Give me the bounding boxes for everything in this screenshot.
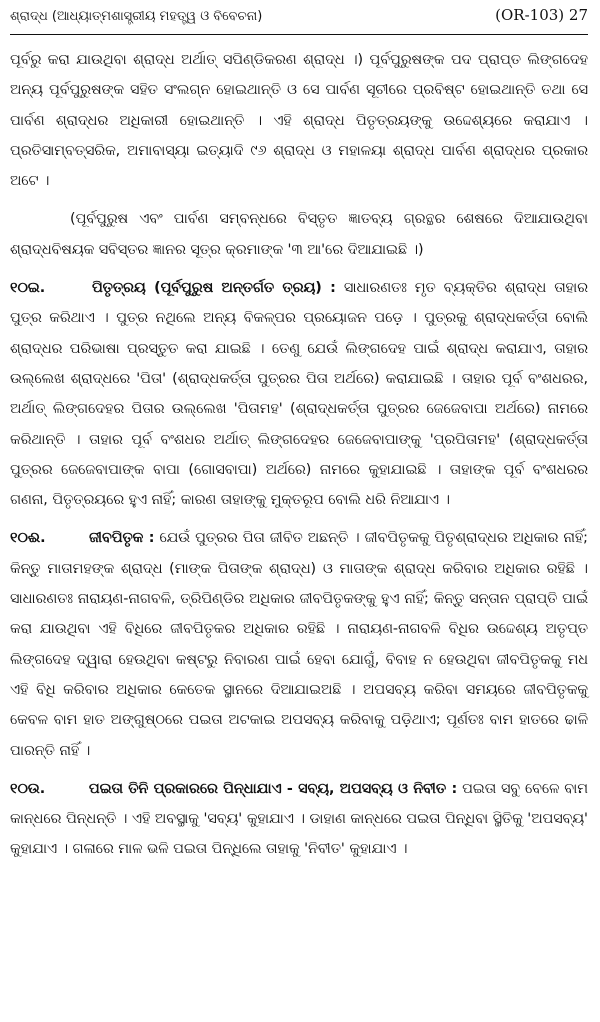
paragraph-1: ପୂର୍ବରୁ କରା ଯାଉଥିବା ଶ୍ରାଦ୍ଧ ଅର୍ଥାତ୍ ସପିଣ୍ଡିକରଣ ଶ୍ରାଦ୍ଧ ।) ପୂର୍ବପୁରୁଷଙ୍କ ପଦ ପ୍ରାପ୍ତ ଲିଙ୍ଗଦେହ ଅନ୍ୟ ପୂର୍ବପୁରୁଷଙ୍କ ସହିତ ସଂଲଗ୍ନ ହୋଇଥାନ୍ତି ଓ ସେ ପାର୍ବଣ ସୂଚୀରେ ପ୍ରବିଷ୍ଟ ହୋଇଥାନ୍ତି ତଥା ସେ ପାର୍ବଣ ଶ୍ରାଦ୍ଧର ଅଧିକାରୀ ହୋଇଥାନ୍ତି । ଏହି ଶ୍ରାଦ୍ଧ ପିତୃତ୍ରୟଙ୍କୁ ଉଦ୍ଦେଶ୍ୟରେ କରାଯାଏ । ପ୍ରତିସାମ୍ବତ୍ସରିକ, ଅମାବାସ୍ୟା ଇତ୍ୟାଦି ୯୬ ଶ୍ରାଦ୍ଧ ଓ ମହାଳୟା ଶ୍ରାଦ୍ଧ ପାର୍ବଣ ଶ୍ରାଦ୍ଧର ପ୍ରକାର ଅଟେ । <box>10 52 588 190</box>
page-code: (OR-103) 27 <box>495 6 588 24</box>
section-10u-heading: ପଇତା ତିନି ପ୍ରକାରରେ ପିନ୍ଧାଯାଏ - ସବ୍ୟ, ଅପସବ୍ୟ ଓ ନିବୀତ : <box>88 780 458 797</box>
section-10u-number: ୧୦ଉ. <box>10 780 46 797</box>
section-10i-text: ସାଧାରଣତଃ ମୃତ ବ୍ୟକ୍ତିର ଶ୍ରାଦ୍ଧ ତାହାର ପୁତ୍ର କରିଥାଏ । ପୁତ୍ର ନଥିଲେ ଅନ୍ୟ ବିକଳ୍ପର ପ୍ରୟୋଜନ ପଡ଼େ । ପୁତ୍ରକୁ ଶ୍ରାଦ୍ଧକର୍ତ୍ତା ବୋଲି ଶ୍ରାଦ୍ଧର ପରିଭାଷା ପ୍ରସ୍ତୁତ କରା ଯାଇଛି । ତେଣୁ ଯେଉଁ ଲିଙ୍ଗଦେହ ପାଇଁ ଶ୍ରାଦ୍ଧ କରାଯାଏ, ତାହାର ଉଲ୍ଲେଖ ଶ୍ରାଦ୍ଧରେ 'ପିତା' (ଶ୍ରାଦ୍ଧକର୍ତ୍ତା ପୁତ୍ରର ପିତା ଅର୍ଥରେ) କରାଯାଇଛି । ତାହାର ପୂର୍ବ ବଂଶଧରର, ଅର୍ଥାତ୍ ଲିଙ୍ଗଦେହର ପିତାର ଉଲ୍ଲେଖ 'ପିତାମହ' (ଶ୍ରାଦ୍ଧକର୍ତ୍ତା ପୁତ୍ରର ଜେଜେବାପା ଅର୍ଥରେ) ନାମରେ କରିଥାନ୍ତି । ତାହାର ପୂର୍ବ ବଂଶଧର ଅର୍ଥାତ୍ ଲିଙ୍ଗଦେହର ଜେଜେବାପାଙ୍କୁ 'ପ୍ରପିତାମହ' (ଶ୍ରାଦ୍ଧକର୍ତ୍ତା ପୁତ୍ରର ଜେଜେବାପାଙ୍କ ବାପା (ଗୋସବାପା) ଅର୍ଥରେ) ନାମରେ କୁହାଯାଇଛି । ତାହାଙ୍କ ପୂର୍ବ ବଂଶଧରର ଗଣନା, ପିତୃତ୍ରୟରେ ହୁଏ ନାହିଁ; କାରଣ ତାହାଙ୍କୁ ମୁକ୍ତରୂପ ବୋଲି ଧରି ନିଆଯାଏ । <box>10 280 588 509</box>
section-10ii-heading: ଜୀବପିତୃକ : <box>89 530 155 547</box>
running-title: ଶ୍ରାଦ୍ଧ (ଆଧ୍ୟାତ୍ମଶାସ୍ତ୍ରୀୟ ମହତ୍ତ୍ୱ ଓ ବିବେଚନା) <box>10 9 263 24</box>
running-header <box>10 6 588 34</box>
section-10i-number: ୧୦ଇ. <box>10 280 46 297</box>
section-10ii-number: ୧୦ଈ. <box>10 530 46 547</box>
section-10i-heading: ପିତୃତ୍ରୟ (ପୂର୍ବପୁରୁଷ ଅନ୍ତର୍ଗତ ତ୍ରୟ) : <box>91 280 336 297</box>
section-10u-text: ପଇତା ସବୁ ବେଳେ ବାମ କାନ୍ଧରେ ପିନ୍ଧନ୍ତି । ଏହି ଅବସ୍ଥାକୁ 'ସବ୍ୟ' କୁହାଯାଏ । ଡାହାଣ କାନ୍ଧରେ ପଇତା ପିନ୍ଧିବା ସ୍ଥିତିକୁ 'ଅପସବ୍ୟ' କୁହାଯାଏ । ଗଳାରେ ମାଳ ଭଳି ପଇତା ପିନ୍ଧିଲେ ତାହାକୁ 'ନିବୀତ' କୁହାଯାଏ । <box>10 780 588 858</box>
section-10ii <box>10 523 588 765</box>
header-rule <box>10 34 588 35</box>
section-10i <box>10 273 588 515</box>
paragraph-note: (ପୂର୍ବପୁରୁଷ ଏବଂ ପାର୍ବଣ ସମ୍ବନ୍ଧରେ ବିସ୍ତୃତ ଜ୍ଞାତବ୍ୟ ଗ୍ରନ୍ଥର ଶେଷରେ ଦିଆଯାଉଥିବା ଶ୍ରାଦ୍ଧବିଷୟକ ସବିସ୍ତର ଜ୍ଞାନର ସୂତ୍ର କ୍ରମାଙ୍କ '୩ ଆ'ରେ ଦିଆଯାଇଛି ।) <box>10 211 588 258</box>
section-10ii-text: ଯେଉଁ ପୁତ୍ରର ପିତା ଜୀବିତ ଅଛନ୍ତି । ଜୀବପିତୃକକୁ ପିତୃଶ୍ରାଦ୍ଧର ଅଧିକାର ନାହିଁ; କିନ୍ତୁ ମାତାମହଙ୍କ ଶ୍ରାଦ୍ଧ (ମାଙ୍କ ପିତାଙ୍କ ଶ୍ରାଦ୍ଧ) ଓ ମାତାଙ୍କ ଶ୍ରାଦ୍ଧ କରିବାର ଅଧିକାର ରହିଛି । ସାଧାରଣତଃ ନାରାୟଣ-ନାଗବଳି, ତ୍ରିପିଣ୍ଡିର ଅଧିକାର ଜୀବପିତୃକଙ୍କୁ ହୁଏ ନାହିଁ; କିନ୍ତୁ ସନ୍ତାନ ପ୍ରାପ୍ତି ପାଇଁ କରା ଯାଉଥିବା ଏହି ବିଧିରେ ଜୀବପିତୃକର ଅଧିକାର ରହିଛି । ନାରାୟଣ-ନାଗବଳି ବିଧିର ଉଦ୍ଦେଶ୍ୟ ଅତୃପ୍ତ ଲିଙ୍ଗଦେହ ଦ୍ୱାରା ହେଉଥିବା କଷ୍ଟରୁ ନିବାରଣ ପାଇଁ ହେବା ଯୋଗୁଁ, ବିବାହ ନ ହେଉଥିବା ଜୀବପିତୃକକୁ ମଧ ଏହି ବିଧି କରିବାର ଅଧିକାର କେତେକ ସ୍ଥାନରେ ଦିଆଯାଇଅଛି । ଅପସବ୍ୟ କରିବା ସମୟରେ ଜୀବପିତୃକକୁ କେବଳ ବାମ ହାତ ଅଙ୍ଗୁଷ୍ଠରେ ପଇତା ଅଟକାଇ ଅପସବ୍ୟ କରିବାକୁ ପଡ଼ିଥାଏ; ପୂର୍ଣତଃ ବାମ ହାତରେ ଢାଳି ପାରନ୍ତି ନାହିଁ । <box>10 530 588 759</box>
section-10u <box>10 774 588 865</box>
